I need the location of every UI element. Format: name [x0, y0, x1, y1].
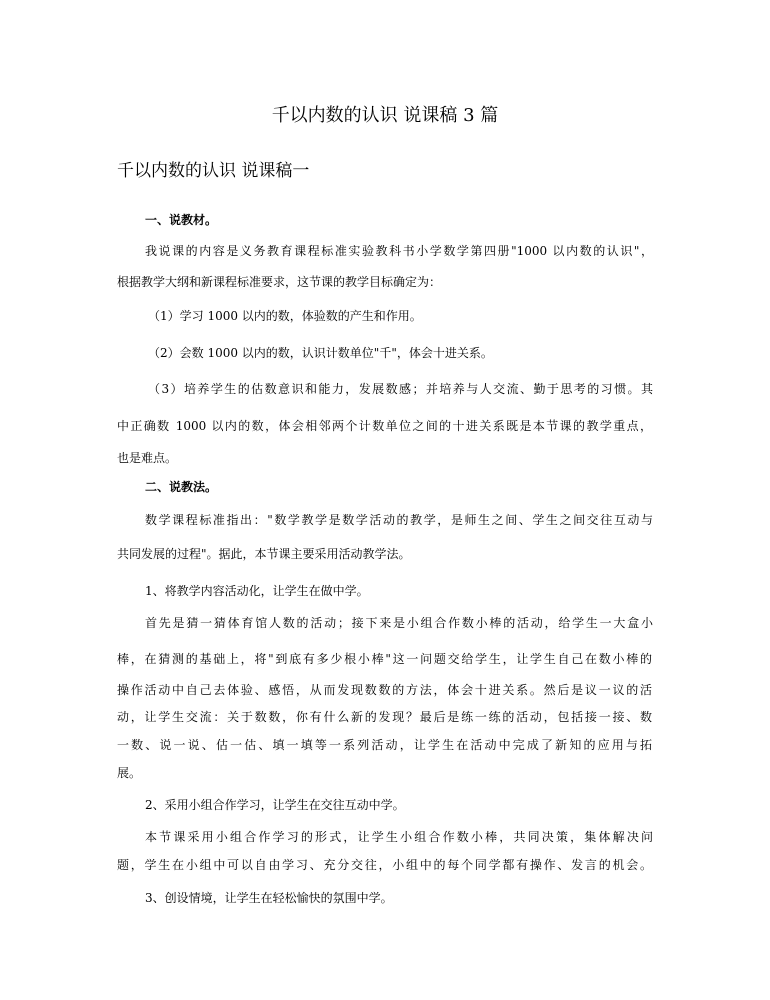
list-item: （3）培养学生的估数意识和能力，发展数感；并培养与人交流、勤于思考的习惯。其	[148, 382, 653, 396]
heading-teaching-material: 一、说教材。	[145, 213, 218, 227]
paragraph-line: 首先是猜一猜体育馆人数的活动；接下来是小组合作数小棒的活动，给学生一大盒小	[145, 616, 653, 630]
document-title: 千以内数的认识 说课稿 3 篇	[271, 105, 499, 126]
subheading: 1、将教学内容活动化，让学生在做中学。	[145, 584, 369, 598]
paragraph-line: 棒，在猜测的基础上，将"到底有多少根小棒"这一问题交给学生，让学生自己在数小棒的	[117, 652, 652, 666]
list-item: （2）会数 1000 以内的数，认识计数单位"千"，体会十进关系。	[148, 346, 493, 360]
paragraph-line: 数学课程标准指出："数学教学是数学活动的教学，是师生之间、学生之间交往互动与	[145, 513, 653, 527]
paragraph-line: 操作活动中自己去体验、感悟，从而发现数数的方法，体会十进关系。然后是议一议的活	[117, 683, 652, 697]
paragraph-line: 题，学生在小组中可以自由学习、充分交往，小组中的每个同学都有操作、发言的机会。	[117, 858, 652, 872]
heading-teaching-method: 二、说教法。	[145, 480, 218, 494]
subheading: 3、创设情境，让学生在轻松愉快的氛围中学。	[145, 891, 393, 905]
paragraph-line: 共同发展的过程"。据此，本节课主要采用活动教学法。	[117, 547, 411, 561]
paragraph-line: 本节课采用小组合作学习的形式，让学生小组合作数小棒，共同决策，集体解决问	[145, 830, 653, 844]
paragraph-line: 也是难点。	[117, 451, 178, 465]
paragraph-line: 根据教学大纲和新课程标准要求，这节课的教学目标确定为：	[117, 275, 442, 289]
paragraph-line: 展。	[117, 766, 142, 780]
list-item: （1）学习 1000 以内的数，体验数的产生和作用。	[148, 309, 422, 323]
section-title: 千以内数的认识 说课稿一	[117, 161, 310, 181]
paragraph-line: 动，让学生交流：关于数数，你有什么新的发现？最后是练一练的活动，包括接一接、数	[117, 710, 652, 724]
paragraph-line: 中正确数 1000 以内的数，体会相邻两个计数单位之间的十进关系既是本节课的教学重点，	[117, 419, 652, 433]
paragraph-line: 我说课的内容是义务教育课程标准实验教科书小学数学第四册"1000 以内数的认识"，	[145, 244, 653, 258]
paragraph-line: 一数、说一说、估一估、填一填等一系列活动，让学生在活动中完成了新知的应用与拓	[117, 738, 652, 752]
subheading: 2、采用小组合作学习，让学生在交往互动中学。	[145, 798, 405, 812]
